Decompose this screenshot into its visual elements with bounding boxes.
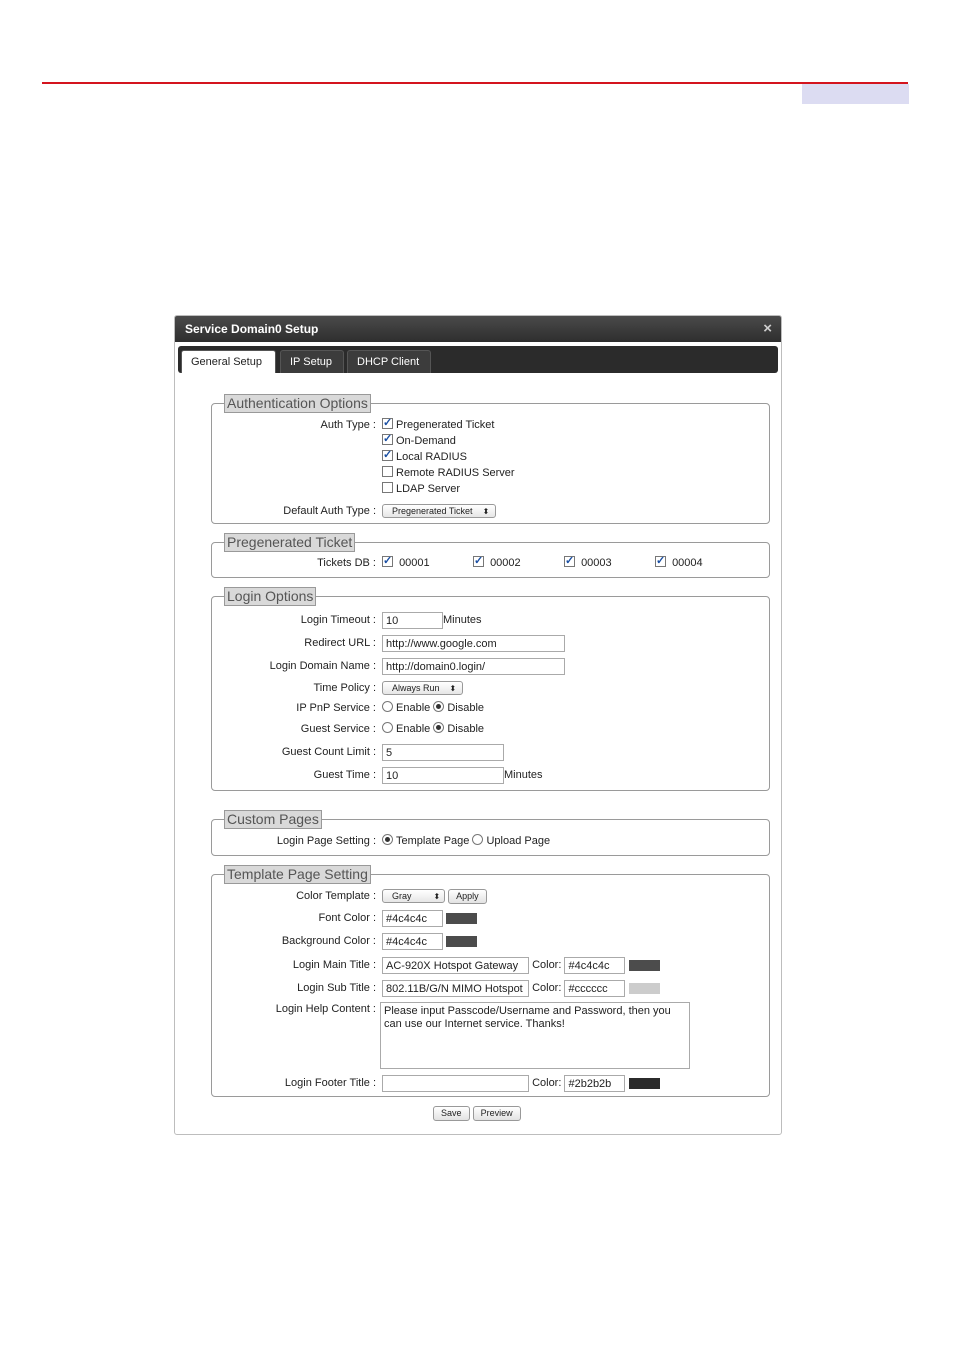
auth-options-legend: Authentication Options	[224, 394, 371, 413]
login-timeout-label: Login Timeout :	[300, 614, 376, 626]
login-domain-input[interactable]: http://domain0.login/	[382, 658, 565, 675]
apply-button[interactable]: Apply	[448, 889, 487, 904]
login-domain-label: Login Domain Name :	[269, 660, 376, 672]
custom-pages-group	[211, 811, 770, 856]
select-arrows-icon: ⬍	[449, 684, 457, 694]
main-title-swatch	[629, 960, 660, 971]
radio-icon[interactable]	[472, 834, 483, 845]
login-options-group	[211, 588, 770, 791]
checkbox-icon[interactable]	[382, 434, 393, 445]
guest-count-label: Guest Count Limit :	[281, 746, 376, 758]
guest-service-enable[interactable]: Enable	[382, 723, 430, 735]
checkbox-icon[interactable]	[382, 556, 393, 567]
ticket-db-00004[interactable]: ✓ 00004	[655, 554, 703, 572]
font-color-swatch	[446, 913, 477, 924]
sub-title-input[interactable]: 802.11B/G/N MIMO Hotspot	[382, 980, 529, 997]
select-arrows-icon: ⬍	[482, 507, 490, 517]
default-auth-type-select[interactable]: Pregenerated Ticket ⬍	[382, 504, 496, 518]
font-color-input[interactable]: #4c4c4c	[382, 910, 443, 927]
footer-swatch	[629, 1078, 660, 1089]
help-content-textarea[interactable]: Please input Passcode/Username and Password, then you can use our Internet service. Thanks!	[380, 1002, 690, 1069]
save-button[interactable]: Save	[433, 1106, 470, 1121]
checkbox-icon[interactable]	[564, 556, 575, 567]
checkbox-icon[interactable]	[655, 556, 666, 567]
guest-time-unit: Minutes	[504, 769, 543, 781]
checkbox-icon[interactable]	[382, 450, 393, 461]
time-policy-label: Time Policy :	[313, 682, 376, 694]
guest-time-input[interactable]: 10	[382, 767, 504, 784]
guest-count-input[interactable]: 5	[382, 744, 504, 761]
auth-option-ldap[interactable]: LDAP Server	[382, 480, 460, 498]
color-template-label: Color Template :	[296, 890, 376, 902]
ip-pnp-label: IP PnP Service :	[296, 702, 376, 714]
login-timeout-input[interactable]: 10	[382, 612, 443, 629]
radio-icon[interactable]	[433, 722, 444, 733]
select-arrows-icon: ⬍	[433, 892, 441, 902]
ticket-db-00001[interactable]: ✓ 00001	[382, 554, 430, 572]
header-tag	[802, 84, 909, 104]
auth-option-remote-radius[interactable]: Remote RADIUS Server	[382, 464, 515, 482]
header-rule	[42, 82, 908, 84]
help-content-label: Login Help Content :	[275, 1003, 376, 1015]
radio-icon[interactable]	[382, 722, 393, 733]
login-timeout-unit: Minutes	[443, 614, 482, 626]
sub-title-swatch	[629, 983, 660, 994]
auth-option-on-demand[interactable]: ✓On-Demand	[382, 432, 456, 450]
tickets-db-label: Tickets DB :	[317, 557, 376, 569]
auth-option-local-radius[interactable]: ✓Local RADIUS	[382, 448, 467, 466]
color-template-select[interactable]: Gray ⬍	[382, 889, 445, 903]
upload-page-radio[interactable]: Upload Page	[472, 835, 550, 847]
radio-icon[interactable]	[382, 834, 393, 845]
tab-dhcp-client[interactable]: DHCP Client	[347, 350, 431, 373]
template-page-radio[interactable]: Template Page	[382, 835, 469, 847]
login-page-setting-label: Login Page Setting :	[276, 835, 376, 847]
close-icon[interactable]: ×	[763, 320, 772, 337]
ip-pnp-disable[interactable]: Disable	[433, 702, 484, 714]
checkbox-icon[interactable]	[382, 466, 393, 477]
main-title-color-input[interactable]: #4c4c4c	[564, 957, 625, 974]
template-setting-group	[211, 866, 770, 1097]
bg-color-label: Background Color :	[281, 935, 376, 947]
pregen-ticket-group	[211, 534, 770, 578]
footer-color-label: Color:	[532, 1077, 562, 1089]
ticket-db-00003[interactable]: ✓ 00003	[564, 554, 612, 572]
login-options-legend: Login Options	[224, 587, 316, 606]
time-policy-select[interactable]: Always Run ⬍	[382, 681, 463, 695]
main-title-color-label: Color:	[532, 959, 562, 971]
tab-ip-setup[interactable]: IP Setup	[280, 350, 344, 373]
auth-option-pregenerated[interactable]: ✓ Pregenerated Ticket	[382, 416, 494, 434]
footer-title-input[interactable]	[382, 1075, 529, 1092]
redirect-url-label: Redirect URL :	[304, 637, 376, 649]
redirect-url-input[interactable]: http://www.google.com	[382, 635, 565, 652]
footer-color-input[interactable]: #2b2b2b	[564, 1075, 625, 1092]
template-setting-legend: Template Page Setting	[224, 865, 371, 884]
guest-time-label: Guest Time :	[313, 769, 376, 781]
pregen-ticket-legend: Pregenerated Ticket	[224, 533, 355, 552]
default-auth-type-label: Default Auth Type :	[283, 505, 376, 517]
auth-type-label: Auth Type :	[320, 419, 376, 431]
bg-color-swatch	[446, 936, 477, 947]
tab-bar	[178, 346, 778, 373]
ticket-db-00002[interactable]: ✓ 00002	[473, 554, 521, 572]
main-title-label: Login Main Title :	[292, 959, 376, 971]
checkbox-icon[interactable]	[382, 482, 393, 493]
service-domain-dialog	[174, 315, 782, 1135]
sub-title-color-input[interactable]: #cccccc	[564, 980, 625, 997]
ip-pnp-enable[interactable]: Enable	[382, 702, 430, 714]
main-title-input[interactable]: AC-920X Hotspot Gateway	[382, 957, 529, 974]
guest-service-disable[interactable]: Disable	[433, 723, 484, 735]
guest-service-label: Guest Service :	[300, 723, 376, 735]
bg-color-input[interactable]: #4c4c4c	[382, 933, 443, 950]
radio-icon[interactable]	[433, 701, 444, 712]
dialog-titlebar	[175, 316, 781, 342]
font-color-label: Font Color :	[318, 912, 376, 924]
preview-button[interactable]: Preview	[473, 1106, 521, 1121]
sub-title-color-label: Color:	[532, 982, 562, 994]
footer-title-label: Login Footer Title :	[284, 1077, 376, 1089]
checkbox-icon[interactable]	[473, 556, 484, 567]
tab-general-setup[interactable]: General Setup	[181, 350, 276, 373]
radio-icon[interactable]	[382, 701, 393, 712]
sub-title-label: Login Sub Title :	[297, 982, 376, 994]
dialog-title: Service Domain0 Setup	[185, 322, 319, 336]
action-buttons	[433, 1106, 521, 1121]
custom-pages-legend: Custom Pages	[224, 810, 322, 829]
checkbox-icon[interactable]	[382, 418, 393, 429]
auth-options-group	[211, 395, 770, 524]
